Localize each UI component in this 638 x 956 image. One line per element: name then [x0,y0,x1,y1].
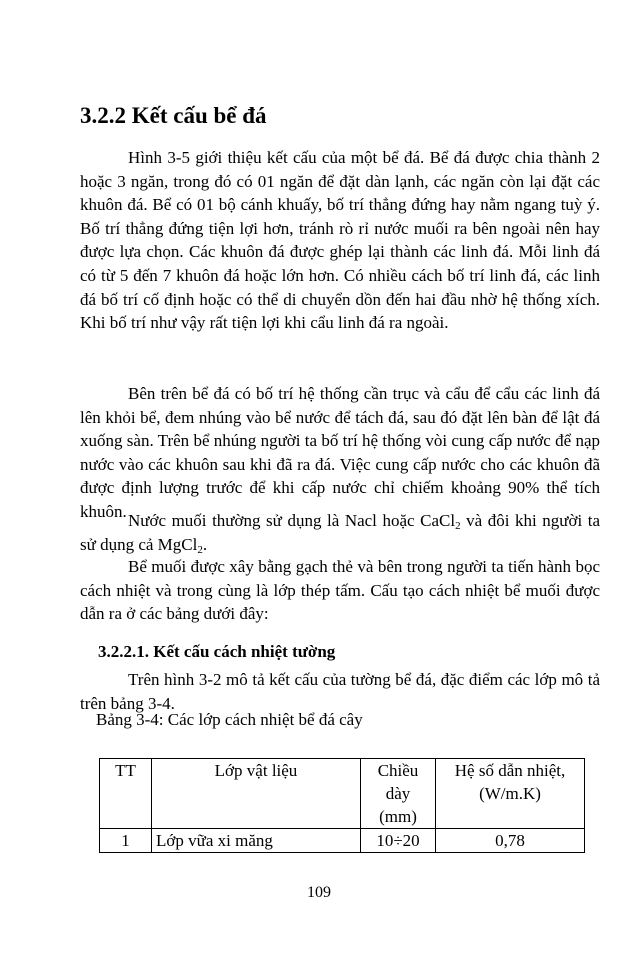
paragraph-text: Bể muối được xây bằng gạch thẻ và bên trong người ta tiến hành bọc cách nhiệt và trong cùng là lớp thép tấm. Cấu tạo cách nhiệt bể muối được dẫn ra ở các bảng dưới đây: [80,557,600,624]
paragraph-text: và đôi khi người ta sử dụng cả MgCl [80,511,601,554]
table-caption: Bảng 3-4: Các lớp cách nhiệt bể đá cây [96,710,363,729]
subscript: 2 [455,520,461,532]
table-row [100,829,585,853]
paragraph-text: Hình 3-5 giới thiệu kết cấu của một bể đá. Bể đá được chia thành 2 hoặc 3 ngăn, trong đó có 01 ngăn để đặt dàn lạnh, các ngăn còn lại đặt các khuôn đá. Bể có 01 bộ cánh khuấy, bố trí thẳng đứng hay nằm ngang tuỳ ý. Bố trí thẳng đứng tiện lợi hơn, tránh rò rỉ nước muối ra bên ngoài nên hay được lựa chọn. Các khuôn đá được ghép lại thành các linh đá. Mỗi linh đá có từ 5 đến 7 khuôn đá hoặc lớn hơn. Có nhiều cách bố trí linh đá, các linh đá bố trí cố định hoặc có thể di chuyển dồn đến hai đầu nhờ hệ thống xích. Khi bố trí như vậy rất tiện lợi khi cẩu linh đá ra ngoài. [80,148,600,333]
paragraph-text: . [202,534,208,554]
header-tt: TT [100,759,152,829]
cell-conductivity: 0,78 [436,829,585,853]
paragraph-brine [80,509,600,556]
insulation-layers-table [99,758,585,853]
section-heading: 3.2.2 Kết cấu bể đá [80,103,267,128]
cell-tt: 1 [100,829,152,853]
page-number: 109 [307,884,331,901]
paragraph-text: Bên trên bể đá có bố trí hệ thống cần trục và cẩu để cẩu các linh đá lên khỏi bể, đem nhúng vào bể nước để tách đá, sau đó đặt lên bàn để lật đá xuống sàn. Trên bể nhúng người ta bố trí hệ thống vòi cung cấp nước để nạp nước vào các khuôn sau khi đã ra đá. Việc cung cấp nước cho các khuôn đã được định lượng trước để khi cấp nước chỉ chiếm khoảng 90% thể tích khuôn. [80,384,600,521]
subscript: 2 [197,543,203,556]
header-material: Lớp vật liệu [152,759,361,829]
paragraph-ice-tank-structure [80,146,600,335]
cell-material: Lớp vữa xi măng [152,829,361,853]
table-header-row [100,759,585,829]
paragraph-text: Nước muối thường sử dụng là Nacl hoặc CaCl [128,511,456,530]
header-thickness: Chiều dày (mm) [361,759,436,829]
paragraph-text: Trên hình 3-2 mô tả kết cấu của tường bể đá, đặc điểm các lớp mô tả trên bảng 3-4. [80,670,600,713]
cell-thickness: 10÷20 [361,829,436,853]
paragraph-brine-tank-insulation [80,555,600,626]
subsection-heading: 3.2.2.1. Kết cấu cách nhiệt tường [98,642,336,661]
paragraph-crane-system [80,382,600,524]
header-conductivity: Hệ số dẫn nhiệt, (W/m.K) [436,759,585,829]
